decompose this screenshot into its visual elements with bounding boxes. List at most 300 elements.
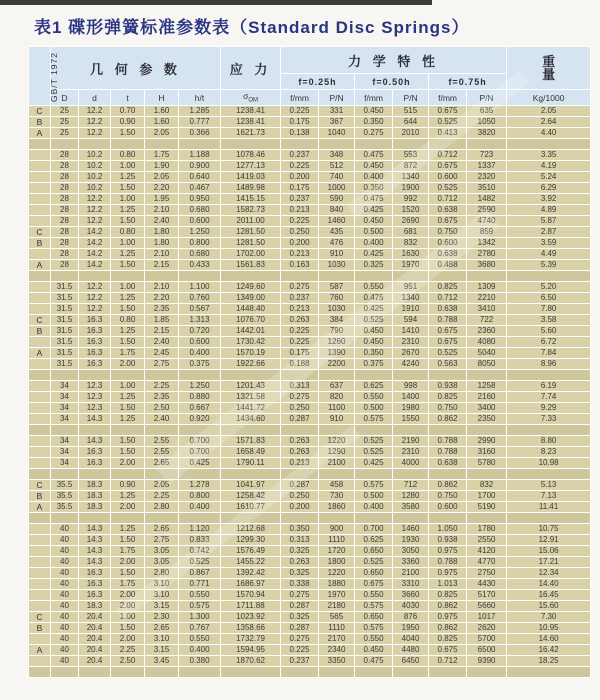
table-cell: [145, 513, 179, 524]
table-cell: 34: [51, 403, 79, 414]
table-row: [29, 392, 591, 403]
table-cell: 1201.43: [221, 381, 281, 392]
table-cell: 0.175: [281, 117, 319, 128]
table-cell: 0.425: [355, 458, 393, 469]
table-cell: 1582.73: [221, 205, 281, 216]
table-cell: 0.380: [179, 656, 221, 667]
table-cell: 2.75: [145, 535, 179, 546]
table-cell: 1000: [319, 183, 355, 194]
series-type-cell: A: [29, 645, 51, 656]
table-cell: 4740: [467, 216, 507, 227]
table-cell: 3360: [393, 557, 429, 568]
table-cell: 594: [393, 315, 429, 326]
table-cell: 0.213: [281, 205, 319, 216]
series-type-cell: [29, 634, 51, 645]
table-cell: 28: [51, 183, 79, 194]
table-cell: 0.712: [429, 194, 467, 205]
table-cell: 1.25: [111, 249, 145, 260]
table-cell: 1340: [393, 293, 429, 304]
table-cell: 12.2: [79, 106, 111, 117]
separator-row: [29, 271, 591, 282]
table-cell: 0.350: [355, 348, 393, 359]
deflection-025-header: f=0.25h: [281, 74, 355, 90]
table-cell: [145, 271, 179, 282]
table-cell: 6.19: [507, 381, 591, 392]
table-cell: 1.120: [179, 524, 221, 535]
table-cell: 0.550: [355, 634, 393, 645]
table-cell: [355, 469, 393, 480]
table-cell: 20.4: [79, 645, 111, 656]
table-cell: 6.72: [507, 337, 591, 348]
table-cell: 12.2: [79, 304, 111, 315]
table-cell: 2690: [393, 216, 429, 227]
table-cell: 1.60: [145, 106, 179, 117]
series-type-cell: [29, 216, 51, 227]
table-cell: 18.3: [79, 480, 111, 491]
table-cell: 14.3: [79, 557, 111, 568]
table-cell: 1448.40: [221, 304, 281, 315]
table-cell: 16.3: [79, 590, 111, 601]
table-cell: 0.213: [281, 458, 319, 469]
table-cell: 2620: [467, 623, 507, 634]
series-type-cell: C: [29, 227, 51, 238]
mechanical-group-header: 力 学 特 性: [281, 47, 507, 74]
table-cell: 0.338: [281, 579, 319, 590]
table-cell: 0.975: [429, 612, 467, 623]
table-cell: 0.825: [429, 590, 467, 601]
table-cell: 3.05: [145, 546, 179, 557]
table-cell: 0.200: [281, 238, 319, 249]
series-type-cell: [29, 249, 51, 260]
table-cell: 0.275: [281, 282, 319, 293]
table-cell: 0.475: [355, 293, 393, 304]
table-cell: 0.862: [429, 601, 467, 612]
table-cell: 0.450: [355, 337, 393, 348]
table-cell: [393, 271, 429, 282]
table-cell: [429, 513, 467, 524]
table-cell: 0.325: [281, 612, 319, 623]
table-cell: 6.29: [507, 183, 591, 194]
series-type-cell: A: [29, 128, 51, 139]
table-cell: 12.3: [79, 381, 111, 392]
table-cell: 7.13: [507, 491, 591, 502]
table-cell: 0.720: [179, 326, 221, 337]
series-type-cell: [29, 601, 51, 612]
table-cell: [429, 469, 467, 480]
table-cell: 0.263: [281, 436, 319, 447]
table-cell: 1800: [319, 557, 355, 568]
table-cell: 2310: [393, 447, 429, 458]
table-cell: 0.600: [179, 216, 221, 227]
table-cell: 1.25: [111, 524, 145, 535]
table-cell: [221, 667, 281, 678]
table-cell: 0.313: [281, 535, 319, 546]
table-cell: 2.10: [145, 282, 179, 293]
table-cell: 0.250: [281, 491, 319, 502]
table-cell: 28: [51, 216, 79, 227]
table-cell: 1.95: [145, 194, 179, 205]
table-cell: 712: [393, 480, 429, 491]
table-cell: 635: [467, 106, 507, 117]
table-cell: 2.10: [145, 249, 179, 260]
table-cell: [467, 469, 507, 480]
table-cell: [179, 271, 221, 282]
table-cell: 1.25: [111, 392, 145, 403]
series-type-cell: [29, 205, 51, 216]
table-cell: [79, 271, 111, 282]
table-cell: 872: [393, 161, 429, 172]
table-cell: 0.975: [429, 546, 467, 557]
table-cell: 6500: [467, 645, 507, 656]
table-cell: 34: [51, 436, 79, 447]
table-cell: 14.3: [79, 546, 111, 557]
table-cell: 0.825: [429, 634, 467, 645]
table-cell: 1441.72: [221, 403, 281, 414]
table-cell: 0.750: [429, 491, 467, 502]
table-cell: 1.00: [111, 282, 145, 293]
table-cell: 2750: [467, 568, 507, 579]
table-cell: 3.58: [507, 315, 591, 326]
table-cell: 512: [319, 161, 355, 172]
table-cell: 2.40: [145, 414, 179, 425]
table-cell: 0.500: [355, 491, 393, 502]
table-row: [29, 117, 591, 128]
table-cell: 12.3: [79, 403, 111, 414]
table-cell: 20.4: [79, 634, 111, 645]
series-type-cell: [29, 161, 51, 172]
table-cell: 14.3: [79, 436, 111, 447]
table-cell: 1.25: [111, 205, 145, 216]
table-cell: 0.175: [281, 183, 319, 194]
table-cell: 0.862: [429, 623, 467, 634]
series-type-cell: [29, 414, 51, 425]
table-cell: 20.4: [79, 656, 111, 667]
disc-spring-table-wrap: [28, 46, 590, 678]
table-cell: 0.500: [355, 403, 393, 414]
table-cell: 1076.70: [221, 315, 281, 326]
table-cell: 2.00: [111, 557, 145, 568]
table-cell: 28: [51, 161, 79, 172]
table-cell: [507, 139, 591, 150]
table-cell: 0.287: [281, 414, 319, 425]
table-cell: 0.325: [281, 546, 319, 557]
table-cell: 1249.60: [221, 282, 281, 293]
table-cell: 1686.97: [221, 579, 281, 590]
series-type-cell: [29, 568, 51, 579]
series-type-cell: A: [29, 348, 51, 359]
table-cell: 0.675: [429, 645, 467, 656]
series-type-cell: B: [29, 326, 51, 337]
table-cell: 4240: [393, 359, 429, 370]
table-cell: 0.675: [429, 106, 467, 117]
table-cell: 0.400: [355, 172, 393, 183]
table-cell: 1711.88: [221, 601, 281, 612]
table-cell: 0.425: [355, 205, 393, 216]
table-cell: 0.188: [281, 359, 319, 370]
header-row-groups: [29, 47, 591, 74]
table-cell: 1260: [319, 337, 355, 348]
table-cell: 34: [51, 414, 79, 425]
table-cell: 2170: [319, 634, 355, 645]
table-cell: 0.650: [355, 612, 393, 623]
table-cell: 12.2: [79, 216, 111, 227]
table-cell: 1.050: [429, 524, 467, 535]
table-cell: 12.91: [507, 535, 591, 546]
table-cell: 40: [51, 546, 79, 557]
series-type-cell: [29, 469, 51, 480]
table-cell: 4.89: [507, 205, 591, 216]
table-cell: 5660: [467, 601, 507, 612]
table-cell: 1321.58: [221, 392, 281, 403]
table-cell: 3.45: [145, 656, 179, 667]
table-cell: 1.00: [111, 238, 145, 249]
separator-row: [29, 469, 591, 480]
table-cell: 2320: [467, 172, 507, 183]
table-cell: 0.525: [179, 557, 221, 568]
table-cell: 0.862: [429, 414, 467, 425]
table-cell: 11.41: [507, 502, 591, 513]
table-row: [29, 359, 591, 370]
table-cell: 16.3: [79, 337, 111, 348]
series-type-cell: [29, 436, 51, 447]
table-cell: 31.5: [51, 359, 79, 370]
table-cell: 1.60: [145, 117, 179, 128]
table-cell: 1.278: [179, 480, 221, 491]
table-cell: 5.20: [507, 282, 591, 293]
table-cell: 14.3: [79, 535, 111, 546]
table-row: [29, 315, 591, 326]
column-header: P/N: [319, 90, 355, 106]
table-cell: 637: [319, 381, 355, 392]
table-cell: 0.425: [179, 458, 221, 469]
table-row: [29, 557, 591, 568]
table-cell: 14.2: [79, 260, 111, 271]
table-cell: 0.767: [179, 623, 221, 634]
table-cell: 1.50: [111, 535, 145, 546]
table-cell: 1.75: [111, 348, 145, 359]
series-type-cell: [29, 524, 51, 535]
series-type-cell: [29, 392, 51, 403]
series-type-cell: [29, 579, 51, 590]
table-cell: 1.80: [145, 227, 179, 238]
series-type-cell: [29, 139, 51, 150]
table-cell: [319, 425, 355, 436]
table-cell: 2990: [467, 436, 507, 447]
table-cell: 0.225: [281, 106, 319, 117]
table-cell: 1.75: [111, 546, 145, 557]
table-cell: 0.771: [179, 579, 221, 590]
table-cell: 587: [319, 282, 355, 293]
table-cell: 3.92: [507, 194, 591, 205]
table-cell: 565: [319, 612, 355, 623]
table-cell: [355, 370, 393, 381]
series-type-cell: [29, 304, 51, 315]
table-cell: 1400: [393, 392, 429, 403]
series-type-cell: [29, 656, 51, 667]
table-cell: 3.15: [145, 645, 179, 656]
table-cell: 0.70: [111, 106, 145, 117]
table-cell: 0.525: [355, 557, 393, 568]
table-cell: 40: [51, 579, 79, 590]
table-cell: 40: [51, 590, 79, 601]
series-type-cell: B: [29, 491, 51, 502]
table-cell: 0.638: [429, 304, 467, 315]
table-cell: 0.700: [179, 436, 221, 447]
table-cell: 28: [51, 194, 79, 205]
table-cell: 0.760: [179, 293, 221, 304]
table-cell: 1880: [319, 579, 355, 590]
table-cell: 12.2: [79, 128, 111, 139]
table-cell: [467, 667, 507, 678]
table-cell: [355, 139, 393, 150]
table-cell: 1220: [319, 568, 355, 579]
table-cell: 28: [51, 150, 79, 161]
table-cell: 832: [393, 238, 429, 249]
table-row: [29, 634, 591, 645]
table-cell: 2.00: [111, 590, 145, 601]
table-cell: 3160: [467, 447, 507, 458]
table-cell: 1258: [467, 381, 507, 392]
table-cell: 3.05: [145, 557, 179, 568]
table-cell: 1.25: [111, 172, 145, 183]
table-cell: 2.87: [507, 227, 591, 238]
table-cell: 1281.50: [221, 238, 281, 249]
table-cell: 5.13: [507, 480, 591, 491]
table-cell: 28: [51, 172, 79, 183]
table-cell: 2010: [393, 128, 429, 139]
table-cell: 5040: [467, 348, 507, 359]
table-cell: 0.250: [281, 403, 319, 414]
table-cell: 681: [393, 227, 429, 238]
table-cell: 1238.41: [221, 106, 281, 117]
table-cell: [393, 139, 429, 150]
series-type-cell: [29, 271, 51, 282]
table-cell: 0.880: [179, 392, 221, 403]
table-cell: 4040: [393, 634, 429, 645]
table-cell: 28: [51, 260, 79, 271]
table-cell: 40: [51, 601, 79, 612]
table-cell: 0.475: [355, 150, 393, 161]
table-cell: 1.00: [111, 161, 145, 172]
table-cell: 31.5: [51, 282, 79, 293]
series-type-cell: A: [29, 260, 51, 271]
table-cell: 1410: [393, 326, 429, 337]
page-title: 表1 碟形弹簧标准参数表（Standard Disc Springs）: [34, 18, 470, 37]
table-cell: 9.29: [507, 403, 591, 414]
table-cell: 0.525: [355, 436, 393, 447]
separator-row: [29, 370, 591, 381]
table-row: [29, 293, 591, 304]
table-cell: [319, 139, 355, 150]
table-cell: [429, 425, 467, 436]
table-cell: 0.550: [355, 282, 393, 293]
table-cell: 2190: [393, 436, 429, 447]
table-cell: [281, 139, 319, 150]
table-cell: 10.2: [79, 172, 111, 183]
table-cell: 0.80: [111, 227, 145, 238]
table-cell: 0.525: [355, 315, 393, 326]
table-cell: 4120: [467, 546, 507, 557]
table-cell: 1078.46: [221, 150, 281, 161]
table-cell: 8.80: [507, 436, 591, 447]
table-cell: 28: [51, 238, 79, 249]
separator-row: [29, 139, 591, 150]
table-row: [29, 238, 591, 249]
table-cell: 1630: [393, 249, 429, 260]
table-cell: 2.25: [111, 645, 145, 656]
table-cell: 40: [51, 612, 79, 623]
table-cell: [467, 513, 507, 524]
table-cell: 9390: [467, 656, 507, 667]
table-cell: [319, 469, 355, 480]
table-cell: 0.400: [355, 238, 393, 249]
table-cell: 1.50: [111, 436, 145, 447]
table-cell: [221, 513, 281, 524]
table-cell: 1482: [467, 194, 507, 205]
table-cell: 31.5: [51, 293, 79, 304]
table-cell: 2350: [467, 414, 507, 425]
table-cell: 740: [319, 172, 355, 183]
table-cell: 1.50: [111, 623, 145, 634]
table-cell: 0.788: [429, 315, 467, 326]
column-header-row: [29, 90, 591, 106]
table-cell: 0.638: [429, 205, 467, 216]
table-cell: 0.225: [281, 216, 319, 227]
table-cell: 1.285: [179, 106, 221, 117]
table-cell: 7.30: [507, 612, 591, 623]
table-cell: 1520: [393, 205, 429, 216]
table-cell: 0.525: [429, 348, 467, 359]
table-cell: [145, 469, 179, 480]
table-cell: 0.680: [179, 205, 221, 216]
table-cell: 723: [467, 150, 507, 161]
table-cell: [179, 469, 221, 480]
table-cell: 1489.98: [221, 183, 281, 194]
separator-row: [29, 667, 591, 678]
table-cell: 2550: [467, 535, 507, 546]
column-header: t: [111, 90, 145, 106]
table-cell: 2180: [319, 601, 355, 612]
table-cell: [111, 425, 145, 436]
table-cell: 2.15: [145, 260, 179, 271]
table-cell: 1970: [393, 260, 429, 271]
table-cell: 0.400: [179, 348, 221, 359]
table-cell: 12.2: [79, 293, 111, 304]
table-cell: [507, 370, 591, 381]
table-cell: 2100: [319, 458, 355, 469]
table-cell: 2.15: [145, 326, 179, 337]
table-cell: 14.3: [79, 524, 111, 535]
table-row: [29, 414, 591, 425]
table-cell: 4000: [393, 458, 429, 469]
table-cell: 722: [467, 315, 507, 326]
series-type-cell: [29, 359, 51, 370]
table-cell: 1.25: [111, 414, 145, 425]
table-cell: 7.84: [507, 348, 591, 359]
table-cell: 2.50: [145, 403, 179, 414]
table-row: [29, 348, 591, 359]
table-cell: 910: [319, 414, 355, 425]
table-cell: 0.550: [355, 590, 393, 601]
series-type-cell: A: [29, 502, 51, 513]
table-cell: 40: [51, 524, 79, 535]
table-cell: 14.3: [79, 414, 111, 425]
series-type-cell: [29, 183, 51, 194]
table-cell: 0.563: [429, 359, 467, 370]
table-cell: 31.5: [51, 304, 79, 315]
series-type-cell: [29, 447, 51, 458]
table-cell: 2.65: [145, 458, 179, 469]
